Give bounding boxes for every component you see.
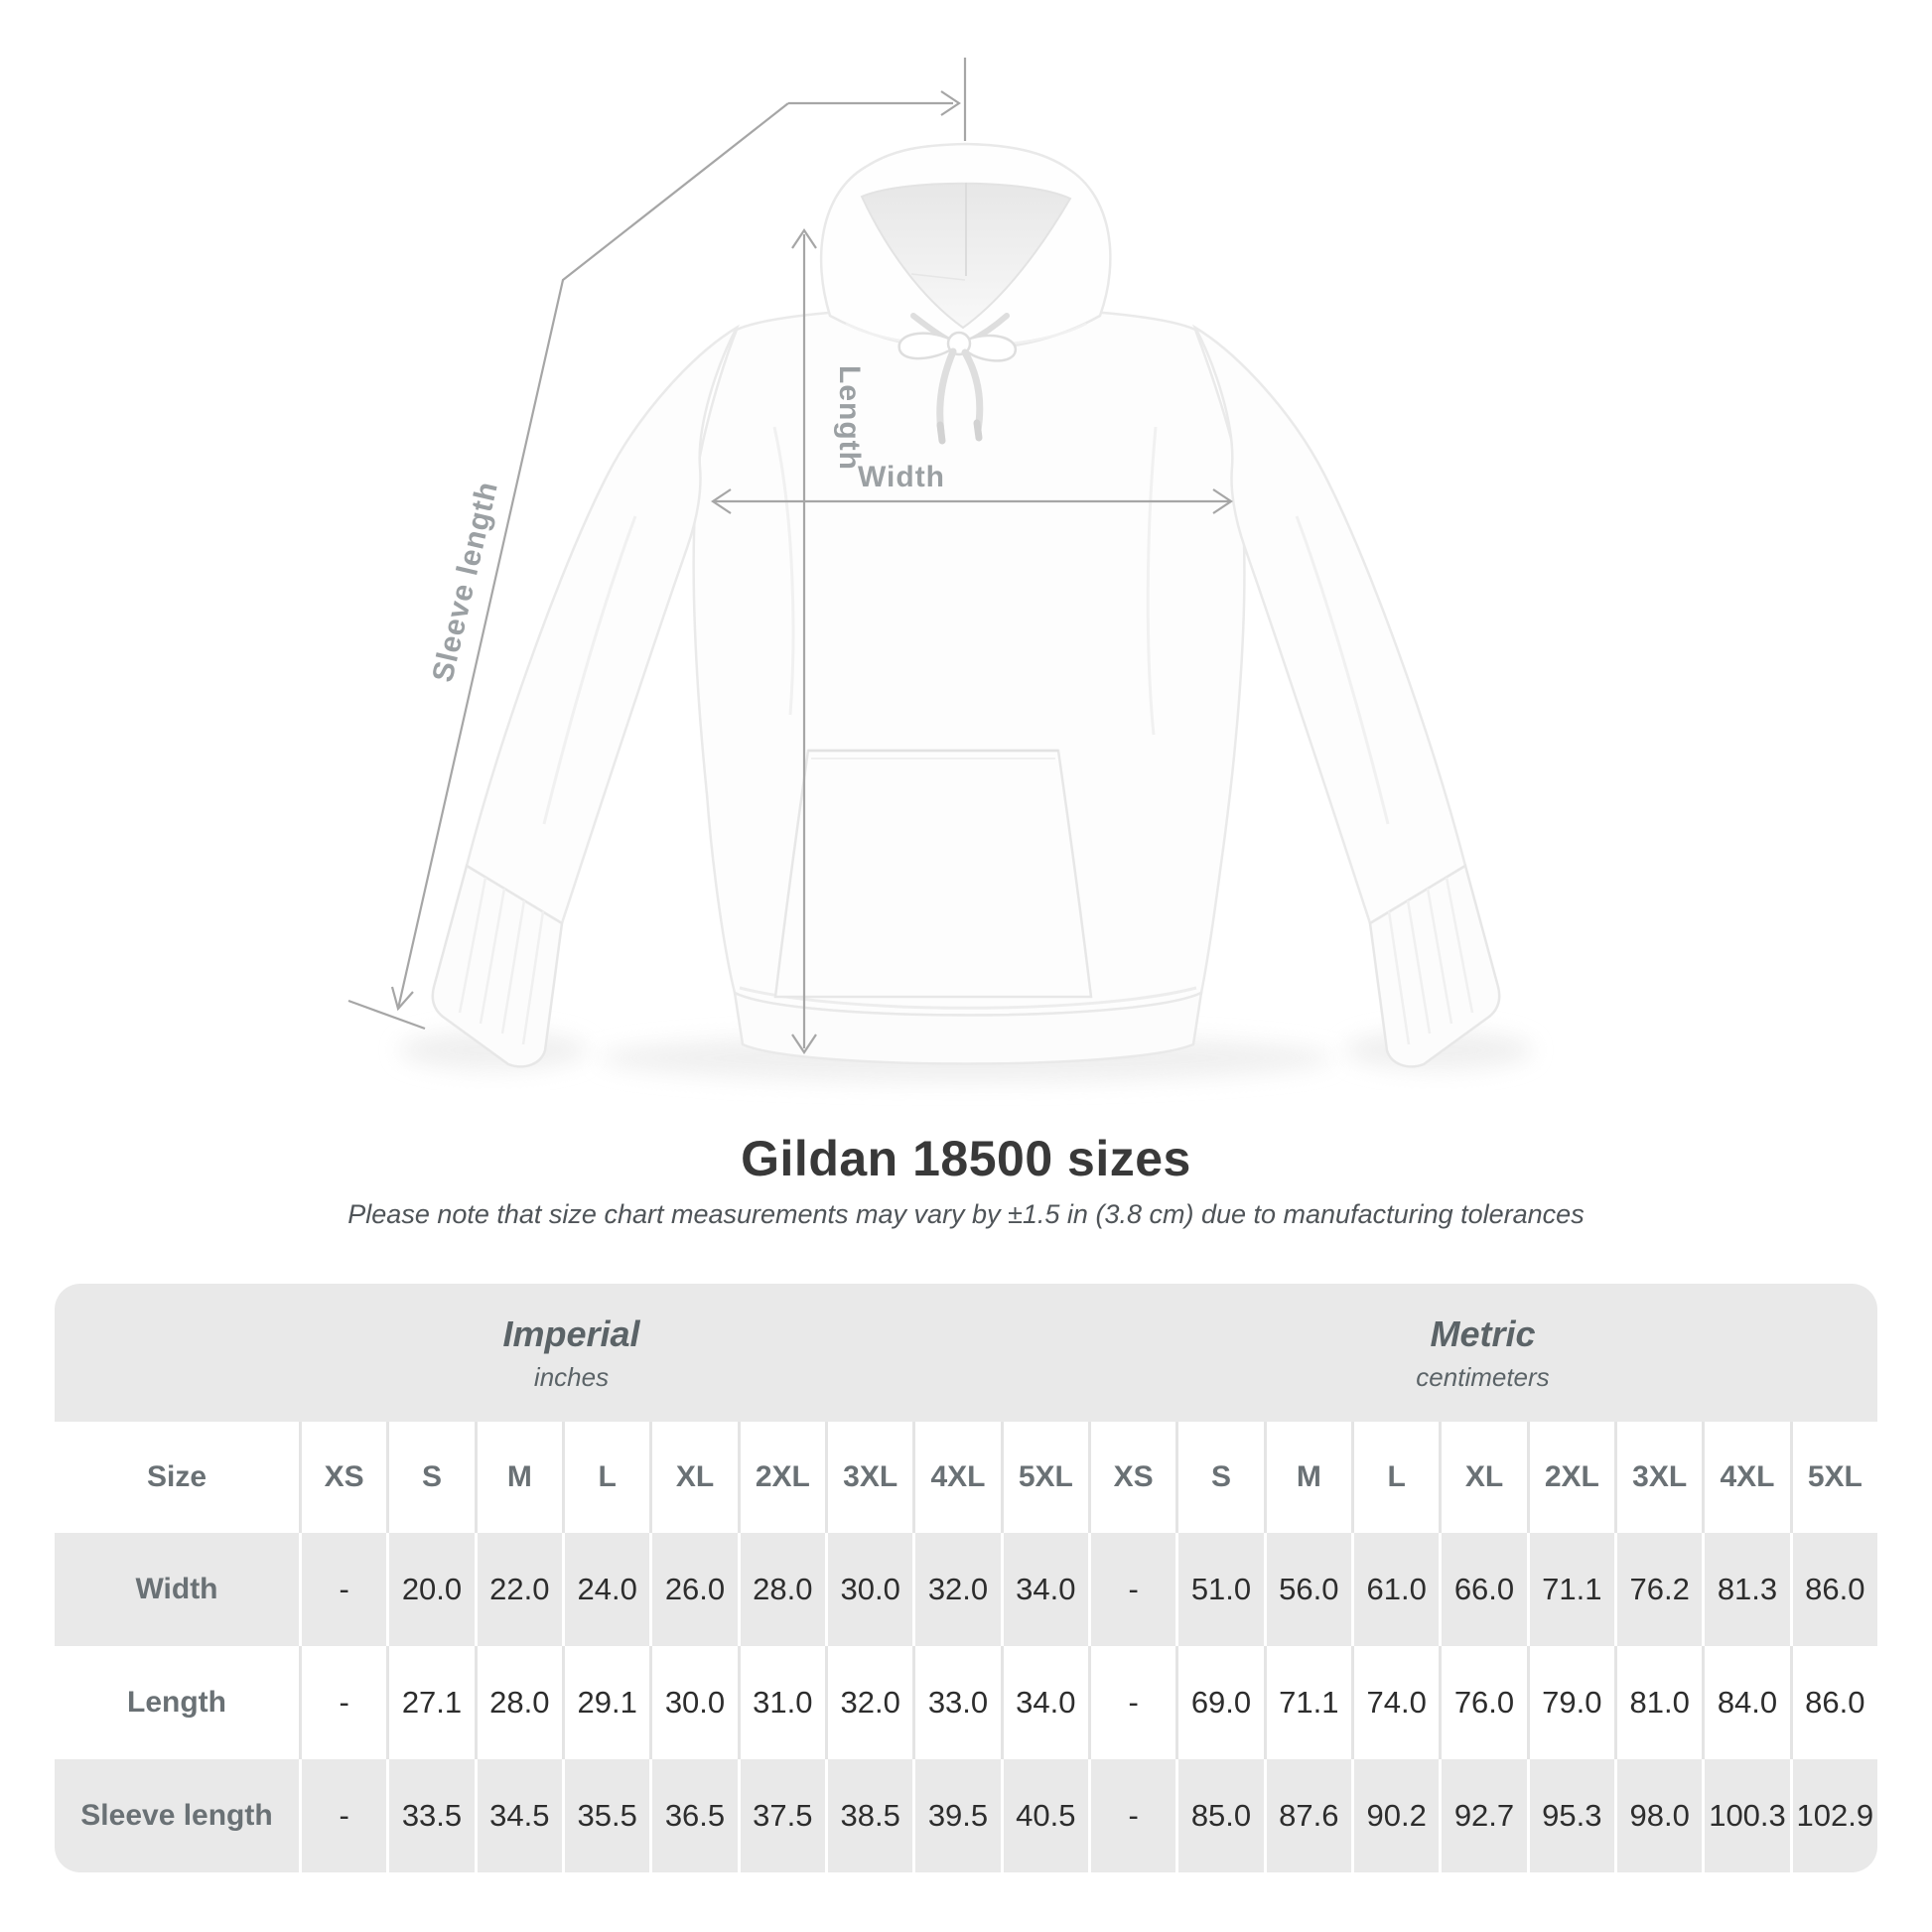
unit-group-header [55, 1284, 1877, 1422]
value-cell: - [299, 1533, 386, 1646]
imperial-unit: inches [533, 1361, 610, 1392]
tolerance-note: Please note that size chart measurements may vary by ±1.5 in (3.8 cm) due to manufacturing tolerances [347, 1199, 1585, 1229]
value-cell: 24.0 [562, 1533, 649, 1646]
size-col-header: 5XL [1790, 1422, 1877, 1533]
value-cell: 31.0 [738, 1646, 825, 1759]
value-cell: 29.1 [562, 1646, 649, 1759]
value-cell: 34.5 [475, 1759, 562, 1872]
value-cell: 76.0 [1439, 1646, 1526, 1759]
size-col-header: L [562, 1422, 649, 1533]
sleeve-start-tick [348, 1001, 425, 1029]
value-cell: 98.0 [1614, 1759, 1702, 1872]
value-cell: 71.1 [1527, 1533, 1614, 1646]
value-cell: 51.0 [1175, 1533, 1263, 1646]
size-corner-label: Size [146, 1460, 207, 1493]
value-cell: 87.6 [1264, 1759, 1351, 1872]
value-cell: 35.5 [562, 1759, 649, 1872]
size-col-header: 2XL [738, 1422, 825, 1533]
value-cell: 40.5 [1001, 1759, 1088, 1872]
value-cell: 76.2 [1614, 1533, 1702, 1646]
imperial-group-header [55, 1284, 1088, 1422]
size-col-header: L [1351, 1422, 1439, 1533]
table-row [55, 1759, 1877, 1872]
value-cell: 61.0 [1351, 1533, 1439, 1646]
size-col-header: S [1175, 1422, 1263, 1533]
value-cell: 34.0 [1001, 1533, 1088, 1646]
size-col-header: 4XL [912, 1422, 1000, 1533]
value-cell: 37.5 [738, 1759, 825, 1872]
value-cell: 69.0 [1175, 1646, 1263, 1759]
size-col-header: XL [1439, 1422, 1526, 1533]
size-col-header: XS [1088, 1422, 1175, 1533]
sleeve-length-measure-label: Sleeve length [426, 478, 505, 686]
size-col-header: 4XL [1702, 1422, 1789, 1533]
size-col-header: M [475, 1422, 562, 1533]
size-col-header: M [1264, 1422, 1351, 1533]
value-cell: 81.3 [1702, 1533, 1789, 1646]
value-cell: 84.0 [1702, 1646, 1789, 1759]
value-cell: 33.0 [912, 1646, 1000, 1759]
row-label: Length [127, 1686, 226, 1719]
value-cell: 32.0 [912, 1533, 1000, 1646]
page-title: Gildan 18500 sizes [741, 1131, 1191, 1186]
value-cell: - [1088, 1533, 1175, 1646]
value-cell: - [1088, 1759, 1175, 1872]
value-cell: 74.0 [1351, 1646, 1439, 1759]
size-col-header: 5XL [1001, 1422, 1088, 1533]
value-cell: 71.1 [1264, 1646, 1351, 1759]
hood [821, 144, 1110, 349]
sleeve-right [1195, 328, 1499, 1066]
value-cell: 39.5 [912, 1759, 1000, 1872]
value-cell: 81.0 [1614, 1646, 1702, 1759]
value-cell: 66.0 [1439, 1533, 1526, 1646]
metric-unit: centimeters [1416, 1361, 1550, 1392]
value-cell: 86.0 [1790, 1646, 1877, 1759]
value-cell: 20.0 [386, 1533, 474, 1646]
table-row [55, 1646, 1877, 1759]
sleeve [433, 328, 737, 1066]
table-row [55, 1533, 1877, 1646]
value-cell: - [1088, 1646, 1175, 1759]
value-cell: 34.0 [1001, 1646, 1088, 1759]
length-measure-label: Length [833, 365, 866, 471]
row-label: Width [55, 1533, 299, 1646]
value-cell: 22.0 [475, 1533, 562, 1646]
size-header-row [55, 1422, 1877, 1533]
size-col-header: XS [299, 1422, 386, 1533]
value-cell: 95.3 [1527, 1759, 1614, 1872]
imperial-label: Imperial [502, 1312, 640, 1354]
value-cell: 100.3 [1702, 1759, 1789, 1872]
row-label: Sleeve length [55, 1759, 299, 1872]
value-cell: 56.0 [1264, 1533, 1351, 1646]
metric-group-header [1088, 1284, 1877, 1422]
kangaroo-pocket [775, 751, 1091, 997]
size-col-header: 3XL [1614, 1422, 1702, 1533]
value-cell: 36.5 [649, 1759, 737, 1872]
metric-label: Metric [1430, 1312, 1536, 1354]
value-cell: - [299, 1759, 386, 1872]
size-col-header: 3XL [825, 1422, 912, 1533]
value-cell: 32.0 [825, 1646, 912, 1759]
value-cell: 86.0 [1790, 1533, 1877, 1646]
size-table-body [55, 1422, 1877, 1872]
value-cell: 85.0 [1175, 1759, 1263, 1872]
size-col-header: XL [649, 1422, 737, 1533]
value-cell: 38.5 [825, 1759, 912, 1872]
value-cell: - [299, 1646, 386, 1759]
value-cell: 28.0 [738, 1533, 825, 1646]
value-cell: 102.9 [1790, 1759, 1877, 1872]
size-table [55, 1284, 1877, 1872]
width-measure-label: Width [857, 461, 946, 493]
value-cell: 33.5 [386, 1759, 474, 1872]
value-cell: 30.0 [649, 1646, 737, 1759]
value-cell: 26.0 [649, 1533, 737, 1646]
value-cell: 28.0 [475, 1646, 562, 1759]
size-col-header: S [386, 1422, 474, 1533]
value-cell: 79.0 [1527, 1646, 1614, 1759]
value-cell: 90.2 [1351, 1759, 1439, 1872]
value-cell: 92.7 [1439, 1759, 1526, 1872]
size-col-header: 2XL [1527, 1422, 1614, 1533]
value-cell: 30.0 [825, 1533, 912, 1646]
value-cell: 27.1 [386, 1646, 474, 1759]
